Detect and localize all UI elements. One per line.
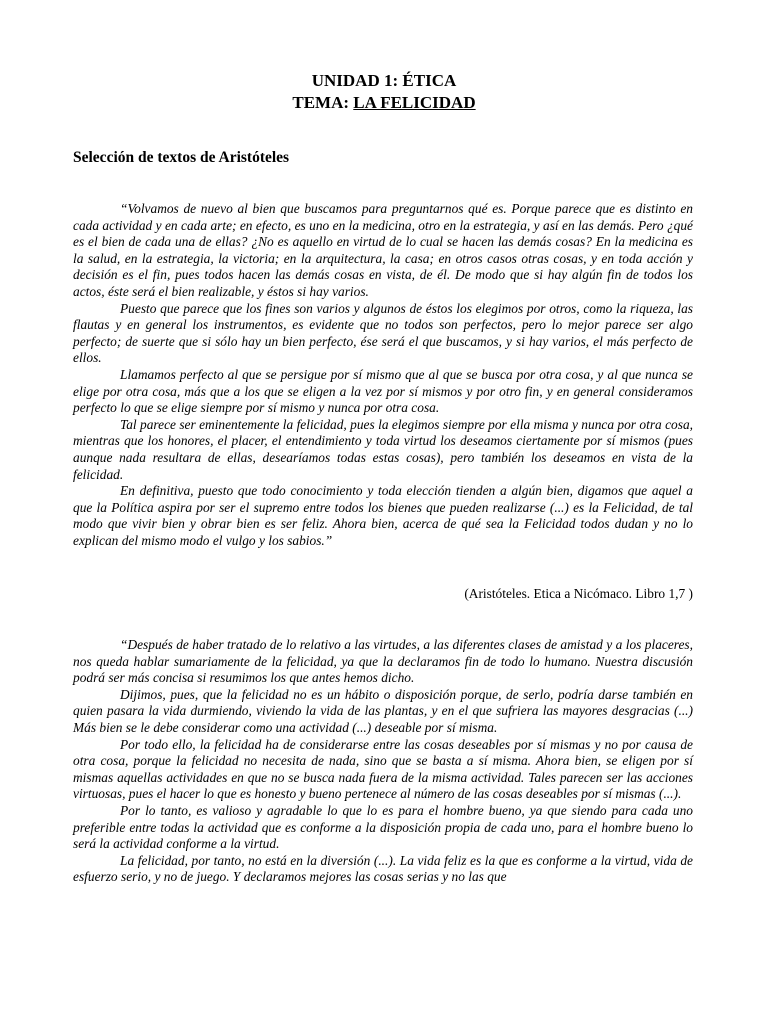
excerpt-1-citation: (Aristóteles. Etica a Nicómaco. Libro 1,7 ) (464, 586, 693, 601)
excerpt-2 (73, 637, 693, 886)
excerpt-1-paragraph: Puesto que parece que los fines son varios y algunos de éstos los elegimos por otros, como la riqueza, las flautas y en general los instrumentos, es evidente que no todos son perfectos, pero lo mejor parece ser algo perfecto; de suerte que si sólo hay un bien perfecto, ése será el que buscamos, y si hay varios, el más perfecto de ellos. (73, 300, 693, 366)
document-title (0, 70, 768, 114)
section-title: Selección de textos de Aristóteles (73, 149, 290, 166)
excerpt-1-paragraph: En definitiva, puesto que todo conocimiento y toda elección tienden a algún bien, digamos que aquel a que la Política aspira por ser el supremo entre todos los bienes que pueden realizarse (...) es la Felicidad, de tal modo que vivir bien y obrar bien es ser feliz. Ahora bien, acerca de qué sea la Felicidad todos dudan y no lo explican del mismo modo el vulgo y los sabios.” (73, 483, 693, 548)
unit-title: UNIDAD 1: ÉTICA (311, 71, 457, 90)
excerpt-1-paragraph: Tal parece ser eminentemente la felicidad, pues la elegimos siempre por ella misma y nunca por otra cosa, mientras que los honores, el placer, el entendimiento y toda virtud los deseamos ciertamente por sí mismos (pues aunque nada resultara de ellas, desearíamos todas estas cosas), pero también los deseamos en vista de la felicidad. (73, 416, 693, 482)
excerpt-2-paragraph: Por lo tanto, es valioso y agradable lo que lo es para el hombre bueno, ya que siendo para cada uno preferible entre todas la actividad que es conforme a la disposición propia de cada uno, para el hombre bueno lo será la actividad conforme a la virtud. (73, 802, 693, 852)
excerpt-1-paragraph: Llamamos perfecto al que se persigue por sí mismo que al que se busca por otra cosa, y al que nunca se elige por otra cosa, más que a los que se eligen a la vez por sí mismos y por otro fin, y en general consideramos perfecto lo que se elige siempre por sí mismo y nunca por otra cosa. (73, 366, 693, 416)
excerpt-1-paragraph: “Volvamos de nuevo al bien que buscamos para preguntarnos qué es. Porque parece que es distinto en cada actividad y en cada arte; en efecto, es uno en la medicina, otro en la estrategia, y así en las demás. Pero ¿qué es el bien de cada una de ellas? ¿No es aquello en virtud de lo cual se hacen las demás cosas? En la medicina es la salud, en la estrategia, la victoria; en la arquitectura, la casa; en otros casos otras cosas, y en toda acción y decisión es el fin, pues todos hacen las demás cosas en vista, de él. De modo que si hay algún fin de todos los actos, éste será el bien realizable, y éstos si hay varios. (73, 201, 693, 299)
excerpt-2-paragraph: Por todo ello, la felicidad ha de considerarse entre las cosas deseables por sí mismas y no por causa de otra cosa, porque la felicidad no necesita de nada, sino que se basta a sí misma. Ahora bien, se eligen por sí mismas aquellas actividades en que no se busca nada fuera de la misma actividad. Tales parecen ser las acciones virtuosas, pues el hacer lo que es honesto y bueno pertenece al número de las cosas deseables por sí mismas (...). (73, 736, 693, 802)
excerpt-2-paragraph: La felicidad, por tanto, no está en la diversión (...). La vida feliz es la que es conforme a la virtud, vida de esfuerzo serio, y no de juego. Y declaramos mejores las cosas serias y no las que (73, 852, 693, 885)
topic-name: LA FELICIDAD (353, 93, 476, 112)
topic-title (0, 92, 768, 114)
excerpt-2-paragraph: “Después de haber tratado de lo relativo a las virtudes, a las diferentes clases de amistad y a los placeres, nos queda hablar sumariamente de la felicidad, ya que la declaramos fin de todo lo humano. Nuestra discusión podrá ser más concisa si resumimos los que antes hemos dicho. (73, 637, 693, 686)
topic-prefix: TEMA: (292, 93, 354, 112)
excerpt-2-paragraph: Dijimos, pues, que la felicidad no es un hábito o disposición porque, de serlo, podría darse también en quien pasara la vida durmiendo, viviendo la vida de las plantas, y en el que sufriera las mayores desgracias (...) Más bien se le debe considerar como una actividad (...) deseable por sí misma. (73, 686, 693, 735)
excerpt-1 (73, 201, 693, 549)
